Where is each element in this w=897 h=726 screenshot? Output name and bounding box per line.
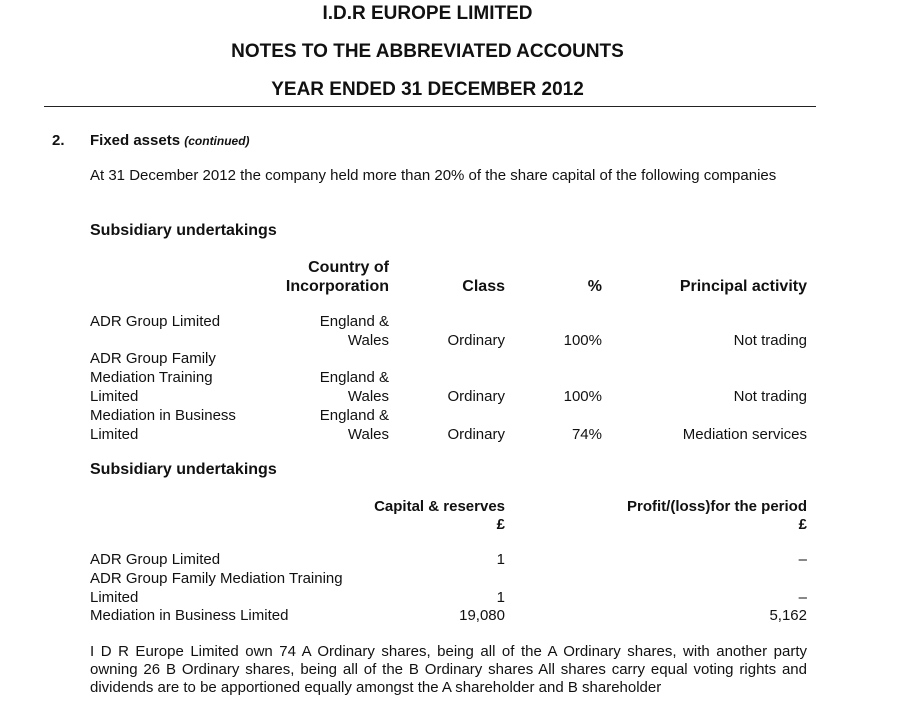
col-capital-unit: £ — [496, 516, 505, 533]
col-activity-header: Principal activity — [679, 278, 807, 295]
footer-note: I D R Europe Limited own 74 A Ordinary shares, being all of the A Ordinary shares, with another party owning 26 B Ordinary shares, being all of the B Ordinary shares All shares carry equal voting rights and dividends are to be apportioned equally amongst the A shareholder and B shareholder — [90, 643, 807, 696]
table1-row2-country-2: Wales — [347, 388, 389, 405]
section-title-block — [90, 131, 250, 151]
company-name: I.D.R EUROPE LIMITED — [322, 3, 533, 24]
table1-row1-percent: 100% — [563, 332, 602, 349]
table1-row2-name-3: Limited — [90, 388, 139, 405]
table2-row2-name-2: Limited — [90, 589, 139, 606]
col-profit-header: Profit/(loss)for the period — [627, 498, 807, 515]
table1-row3-percent: 74% — [571, 426, 602, 443]
table2-row3-profit: 5,162 — [769, 607, 807, 624]
table1-row2-country-1: England & — [319, 369, 389, 386]
table1-row2-name-2: Mediation Training — [90, 369, 213, 386]
col-class-header: Class — [462, 278, 505, 295]
table2-row1-name: ADR Group Limited — [90, 551, 221, 568]
page-title: NOTES TO THE ABBREVIATED ACCOUNTS — [231, 41, 624, 62]
table1-row3-activity: Mediation services — [682, 426, 807, 443]
table1-row3-name-2: Limited — [90, 426, 139, 443]
col-country-header-2: Incorporation — [285, 278, 389, 295]
section-title: Fixed assets — [90, 132, 181, 149]
period-title: YEAR ENDED 31 DECEMBER 2012 — [271, 79, 584, 100]
table1-row3-country-1: England & — [319, 407, 389, 424]
table1-row2-activity: Not trading — [733, 388, 807, 405]
section-title-suffix: (continued) — [184, 134, 250, 148]
table2-row2-capital: 1 — [496, 589, 505, 606]
table2-row3-capital: 19,080 — [459, 607, 505, 624]
col-profit-unit: £ — [798, 516, 807, 533]
table1-row1-name: ADR Group Limited — [90, 313, 221, 330]
table1-heading: Subsidiary undertakings — [90, 222, 277, 239]
table1-row3-name-1: Mediation in Business — [90, 407, 236, 424]
table1-row2-name-1: ADR Group Family — [90, 350, 216, 367]
table1-row3-class: Ordinary — [447, 426, 505, 443]
table1-row1-activity: Not trading — [733, 332, 807, 349]
table1-row1-country-2: Wales — [347, 332, 389, 349]
col-country-header-1: Country of — [308, 259, 389, 276]
table2-row1-capital: 1 — [496, 551, 505, 568]
table2-heading: Subsidiary undertakings — [90, 461, 277, 478]
section-number: 2. — [52, 132, 65, 149]
table1-row1-class: Ordinary — [447, 332, 505, 349]
header-divider — [44, 106, 816, 107]
intro-paragraph: At 31 December 2012 the company held more than 20% of the share capital of the following companies — [90, 167, 777, 184]
col-capital-header: Capital & reserves — [374, 498, 505, 515]
table1-row3-country-2: Wales — [347, 426, 389, 443]
table1-row2-class: Ordinary — [447, 388, 505, 405]
table2-row3-name: Mediation in Business Limited — [90, 607, 289, 624]
table2-row2-profit: – — [798, 589, 807, 606]
table1-row2-percent: 100% — [563, 388, 602, 405]
table2-row1-profit: – — [798, 551, 807, 568]
table1-row1-country-1: England & — [319, 313, 389, 330]
table2-row2-name-1: ADR Group Family Mediation Training — [90, 570, 343, 587]
col-percent-header: % — [587, 278, 602, 295]
